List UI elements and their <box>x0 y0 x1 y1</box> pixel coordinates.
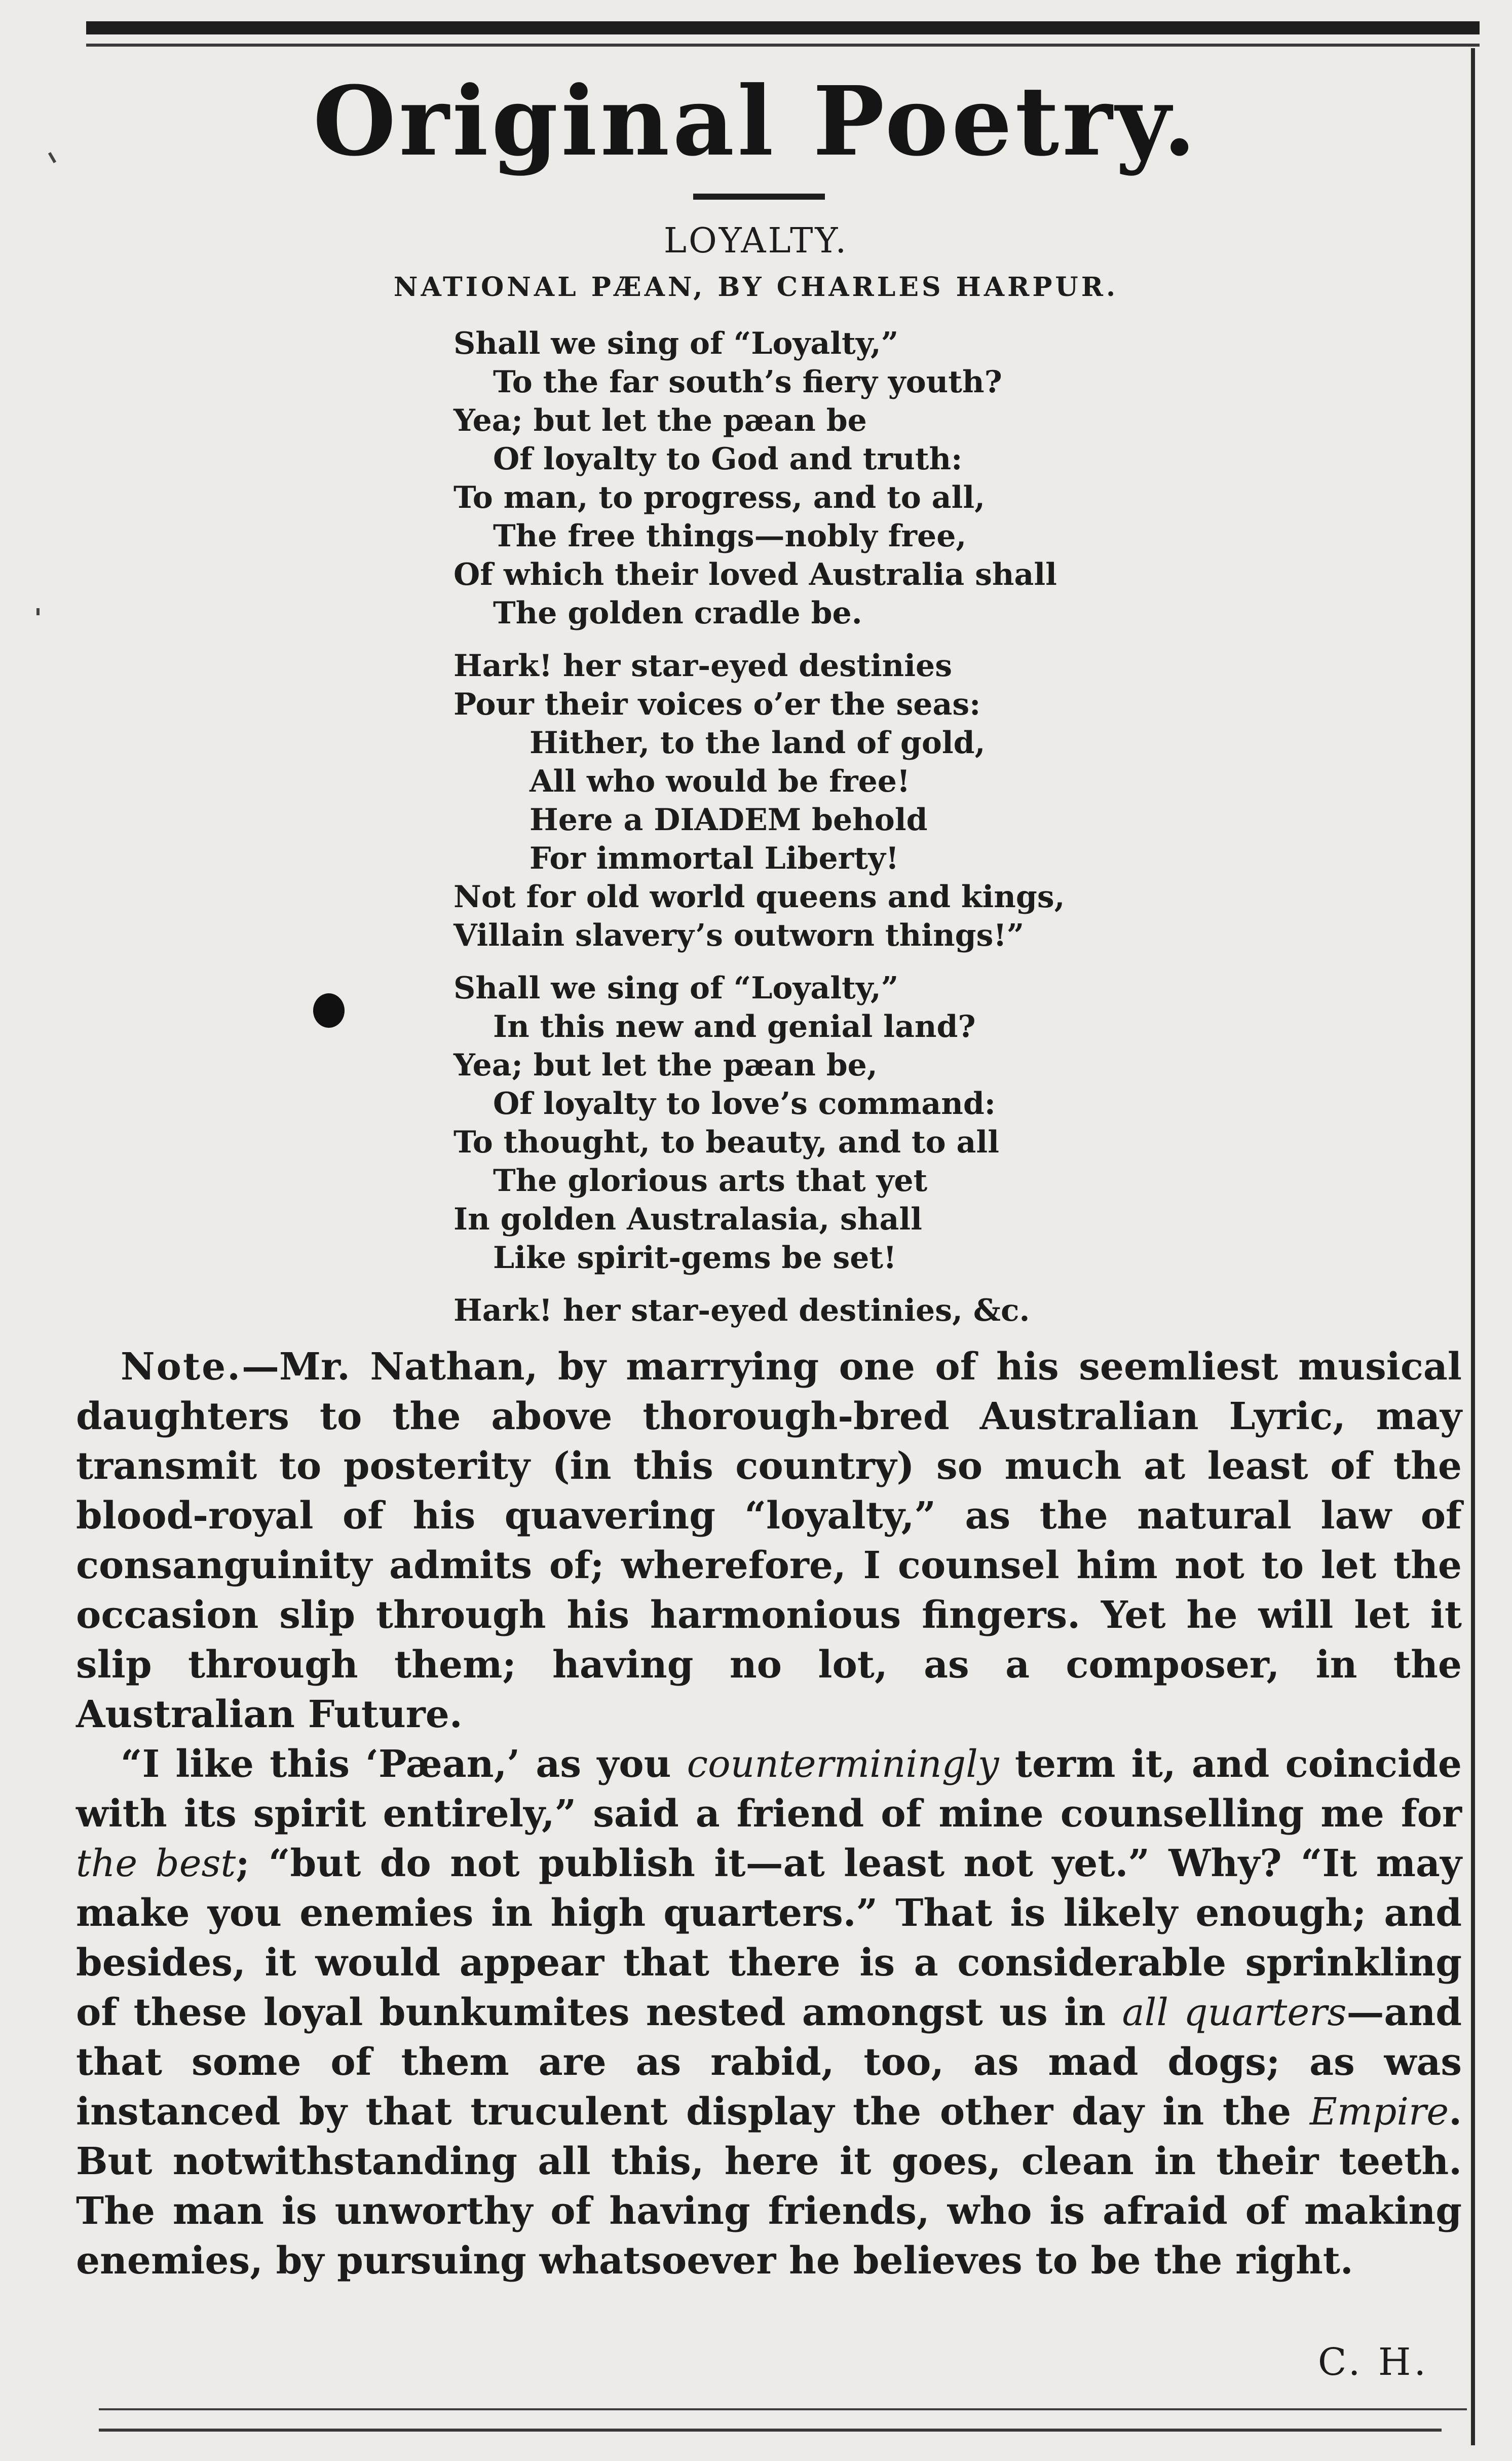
note-emphasis: Empire <box>1309 2090 1449 2134</box>
poem-line: The glorious arts that yet <box>493 1163 928 1199</box>
poem-body <box>453 324 1214 1344</box>
note-emphasis: all quarters <box>1122 1991 1347 2034</box>
poem-line: Villain slavery’s outworn things!” <box>453 918 1025 953</box>
poem-subtitle: NATIONAL PÆAN, BY CHARLES HARPUR. <box>393 272 1119 303</box>
stanza-3 <box>453 969 1214 1277</box>
poem-line: Here a DIADEM behold <box>530 802 928 838</box>
section-heading: Original Poetry. <box>313 65 1199 177</box>
note-emphasis: the best <box>76 1842 236 1885</box>
poem-line: To man, to progress, and to all, <box>453 480 986 515</box>
poem-line: To the far south’s fiery youth? <box>493 364 1002 400</box>
stanza-1 <box>453 324 1214 632</box>
poem-line: Shall we sing of “Loyalty,” <box>453 326 899 361</box>
poem-line: Of which their loved Australia shall <box>453 557 1057 592</box>
ink-blot <box>313 993 345 1028</box>
poem-line: Hither, to the land of gold, <box>530 725 986 761</box>
poem-title: LOYALTY. <box>663 221 849 261</box>
stanza-2 <box>453 647 1214 955</box>
paper-speck <box>36 608 40 615</box>
column-rule-right <box>1471 48 1475 2445</box>
poem-line: Hark! her star-eyed destinies <box>453 648 952 684</box>
poem-line: The golden cradle be. <box>493 595 862 631</box>
stanza-4 <box>453 1291 1214 1330</box>
note-text: ; “but do not publish it—at least not yet.” Why? “It may make you enemies in high quarters.” That is likely enough; and besides, it would appear that there is a considerable sprinkling of these loyal bunkumites nested amongst us in <box>76 1842 1462 2034</box>
poem-line: Like spirit-gems be set! <box>493 1240 897 1276</box>
note-text: . But notwithstanding all this, here it goes, clean in their teeth. The man is unworthy of having friends, who is afraid of making enemies, by pursuing whatsoever he believes to be the right. <box>76 2090 1462 2283</box>
poem-line: Pour their voices o’er the seas: <box>453 687 981 722</box>
note-label: Note. <box>121 1345 242 1389</box>
poem-line: In this new and genial land? <box>493 1009 976 1045</box>
poem-line: Of loyalty to love’s command: <box>493 1086 996 1122</box>
poem-line: To thought, to beauty, and to all <box>453 1125 1000 1160</box>
author-signature: C. H. <box>1317 2340 1429 2384</box>
note-text: term it, and coincide with its spirit entirely,” said a friend of mine counselling me for <box>76 1742 1462 1836</box>
editorial-note <box>76 1342 1462 2286</box>
note-text: “I like this ‘Pæan,’ as you <box>121 1742 687 1786</box>
heading-divider <box>693 194 825 200</box>
poem-line: Hark! her star-eyed destinies, &c. <box>453 1293 1030 1328</box>
poem-line: Yea; but let the pæan be <box>453 403 867 438</box>
poem-line: The free things—nobly free, <box>493 518 967 554</box>
poem-line: In golden Australasia, shall <box>453 1202 922 1237</box>
note-paragraph-1 <box>76 1342 1462 1739</box>
note-paragraph-2 <box>76 1739 1462 2286</box>
note-emphasis: counterminingly <box>687 1742 999 1786</box>
note-text: —Mr. Nathan, by marrying one of his seemliest musical daughters to the above thorough-bred Australian Lyric, may transmit to posterity (in this country) so much at least of the blood-royal of his quavering “loyalty,” as the natural law of consanguinity admits of; wherefore, I counsel him not to let the occasion slip through his harmonious fingers. Yet he will let it slip through them; having no lot, as a composer, in the Australian Future. <box>76 1345 1462 1736</box>
poem-line: All who would be free! <box>530 764 911 799</box>
bottom-rule <box>99 2429 1442 2432</box>
bottom-rule <box>99 2408 1467 2410</box>
top-rule-thin <box>86 44 1480 47</box>
poem-line: Shall we sing of “Loyalty,” <box>453 971 899 1006</box>
top-rule-thick <box>86 21 1480 34</box>
poem-line: For immortal Liberty! <box>530 841 899 876</box>
note-text: —and that some of them are as rabid, too, as mad dogs; as was instanced by that truculent display the other day in the <box>76 1991 1462 2134</box>
poem-line: Of loyalty to God and truth: <box>493 441 963 477</box>
poem-line: Not for old world queens and kings, <box>453 879 1065 915</box>
poem-line: Yea; but let the pæan be, <box>453 1048 878 1083</box>
